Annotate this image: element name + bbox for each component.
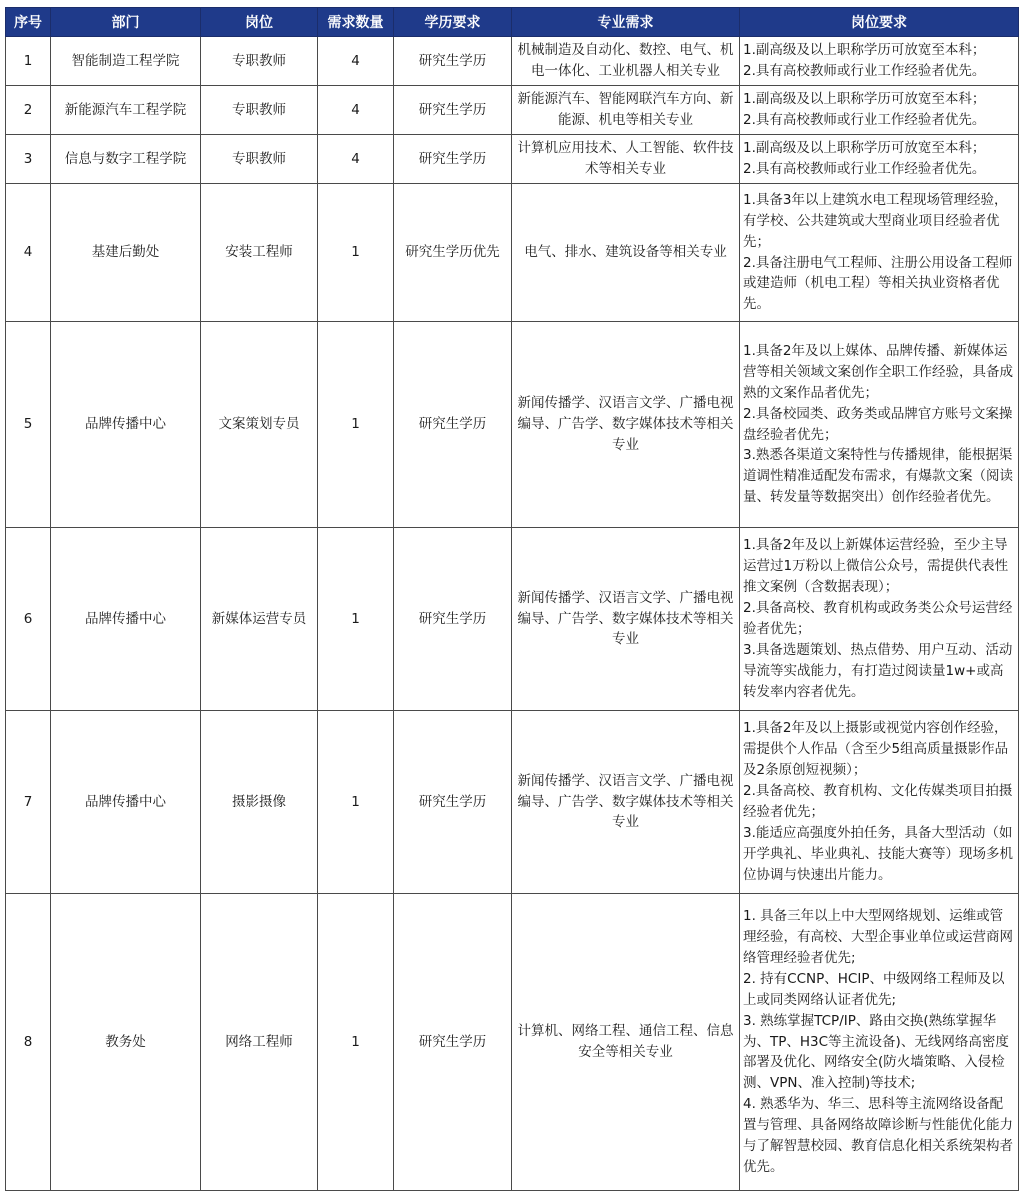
cell-count: 1 (318, 711, 394, 894)
cell-count: 4 (318, 135, 394, 184)
cell-major: 计算机应用技术、人工智能、软件技术等相关专业 (512, 135, 740, 184)
header-row (6, 8, 1019, 37)
cell-major: 新闻传播学、汉语言文学、广播电视编导、广告学、数字媒体技术等相关专业 (512, 322, 740, 528)
requirement-item: 1.具备2年及以上摄影或视觉内容创作经验，需提供个人作品（含至少5组高质量摄影作品及2条原创短视频）； (743, 720, 1009, 779)
requirement-item: 2.具备注册电气工程师、注册公用设备工程师或建造师（机电工程）等相关执业资格者优先。 (743, 254, 1013, 313)
cell-seq: 8 (6, 894, 51, 1191)
header-seq: 序号 (6, 8, 51, 37)
cell-seq: 6 (6, 528, 51, 711)
cell-position: 摄影摄像 (201, 711, 318, 894)
requirement-item: 2.具有高校教师或行业工作经验者优先。 (743, 63, 986, 79)
cell-seq: 5 (6, 322, 51, 528)
header-count: 需求数量 (318, 8, 394, 37)
cell-dept: 新能源汽车工程学院 (51, 86, 201, 135)
cell-requirements (740, 322, 1019, 528)
cell-dept: 品牌传播中心 (51, 711, 201, 894)
table-row (6, 184, 1019, 322)
cell-education: 研究生学历 (394, 322, 512, 528)
cell-major: 新能源汽车、智能网联汽车方向、新能源、机电等相关专业 (512, 86, 740, 135)
requirement-item: 2.具有高校教师或行业工作经验者优先。 (743, 161, 986, 177)
cell-education: 研究生学历 (394, 528, 512, 711)
table-row (6, 322, 1019, 528)
cell-education: 研究生学历 (394, 711, 512, 894)
cell-count: 1 (318, 184, 394, 322)
cell-count: 1 (318, 894, 394, 1191)
cell-position: 专职教师 (201, 86, 318, 135)
cell-dept: 品牌传播中心 (51, 322, 201, 528)
cell-dept: 信息与数字工程学院 (51, 135, 201, 184)
cell-dept: 智能制造工程学院 (51, 37, 201, 86)
cell-seq: 1 (6, 37, 51, 86)
header-requirements: 岗位要求 (740, 8, 1019, 37)
cell-major: 机械制造及自动化、数控、电气、机电一体化、工业机器人相关专业 (512, 37, 740, 86)
table-row (6, 37, 1019, 86)
requirement-item: 3.具备选题策划、热点借势、用户互动、活动导流等实战能力，有打造过阅读量1w+或高转发率内容者优先。 (743, 641, 1013, 700)
cell-position: 新媒体运营专员 (201, 528, 318, 711)
cell-dept: 基建后勤处 (51, 184, 201, 322)
cell-requirements (740, 184, 1019, 322)
cell-education: 研究生学历 (394, 894, 512, 1191)
header-education: 学历要求 (394, 8, 512, 37)
cell-requirements (740, 37, 1019, 86)
requirement-item: 1.具备3年以上建筑水电工程现场管理经验，有学校、公共建筑或大型商业项目经验者优先； (743, 191, 1008, 250)
header-major: 专业需求 (512, 8, 740, 37)
cell-position: 安装工程师 (201, 184, 318, 322)
cell-position: 文案策划专员 (201, 322, 318, 528)
table-row (6, 135, 1019, 184)
cell-major: 新闻传播学、汉语言文学、广播电视编导、广告学、数字媒体技术等相关专业 (512, 711, 740, 894)
cell-education: 研究生学历 (394, 86, 512, 135)
recruitment-table (5, 7, 1019, 1191)
table-row (6, 711, 1019, 894)
cell-education: 研究生学历优先 (394, 184, 512, 322)
cell-seq: 3 (6, 135, 51, 184)
cell-seq: 4 (6, 184, 51, 322)
cell-position: 专职教师 (201, 135, 318, 184)
table-row (6, 528, 1019, 711)
cell-requirements (740, 86, 1019, 135)
requirement-item: 1.副高级及以上职称学历可放宽至本科； (743, 140, 986, 157)
cell-education: 研究生学历 (394, 37, 512, 86)
requirement-item: 2.具备校园类、政务类或品牌官方账号文案操盘经验者优先； (743, 405, 1013, 443)
cell-major: 新闻传播学、汉语言文学、广播电视编导、广告学、数字媒体技术等相关专业 (512, 528, 740, 711)
cell-count: 1 (318, 322, 394, 528)
requirement-item: 3.熟悉各渠道文案特性与传播规律，能根据渠道调性精准适配发布需求，有爆款文案（阅读量、转发量等数据突出）创作经验者优先。 (743, 447, 1013, 506)
cell-dept: 品牌传播中心 (51, 528, 201, 711)
cell-position: 专职教师 (201, 37, 318, 86)
cell-seq: 2 (6, 86, 51, 135)
cell-requirements (740, 135, 1019, 184)
requirement-item: 1.具备2年及以上新媒体运营经验，至少主导运营过1万粉以上微信公众号，需提供代表性推文案例（含数据表现）； (743, 537, 1009, 596)
cell-requirements (740, 894, 1019, 1191)
cell-requirements (740, 711, 1019, 894)
cell-count: 1 (318, 528, 394, 711)
requirement-item: 3.能适应高强度外拍任务，具备大型活动（如开学典礼、毕业典礼、技能大赛等）现场多机位协调与快速出片能力。 (743, 824, 1013, 883)
cell-position: 网络工程师 (201, 894, 318, 1191)
table-row (6, 894, 1019, 1191)
cell-count: 4 (318, 86, 394, 135)
cell-seq: 7 (6, 711, 51, 894)
requirement-item: 2. 持有CCNP、HCIP、中级网络工程师及以上或同类网络认证者优先; (743, 970, 1005, 1008)
requirement-item: 2.具备高校、教育机构或政务类公众号运营经验者优先； (743, 600, 1013, 637)
requirement-item: 1.具备2年及以上媒体、品牌传播、新媒体运营等相关领域文案创作全职工作经验，具备成熟的文案作品者优先； (743, 342, 1013, 401)
requirement-item: 4. 熟悉华为、华三、思科等主流网络设备配置与管理、具备网络故障诊断与性能优化能力与了解智慧校园、教育信息化相关系统架构者优先。 (743, 1096, 1013, 1176)
requirement-item: 2.具有高校教师或行业工作经验者优先。 (743, 112, 986, 128)
requirement-item: 1. 具备三年以上中大型网络规划、运维或管理经验，有高校、大型企事业单位或运营商网络管理经验者优先; (743, 908, 1013, 966)
cell-education: 研究生学历 (394, 135, 512, 184)
requirement-item: 1.副高级及以上职称学历可放宽至本科； (743, 91, 986, 108)
header-position: 岗位 (201, 8, 318, 37)
table-row (6, 86, 1019, 135)
requirement-item: 2.具备高校、教育机构、文化传媒类项目拍摄经验者优先； (743, 783, 1013, 820)
cell-count: 4 (318, 37, 394, 86)
cell-requirements (740, 528, 1019, 711)
requirement-item: 1.副高级及以上职称学历可放宽至本科； (743, 42, 986, 59)
requirement-item: 3. 熟练掌握TCP/IP、路由交换(熟练掌握华为、TP、H3C等主流设备)、无线网络高密度部署及优化、网络安全(防火墙策略、入侵检测、VPN、准入控制)等技术; (743, 1012, 1009, 1092)
cell-major: 计算机、网络工程、通信工程、信息安全等相关专业 (512, 894, 740, 1191)
header-dept: 部门 (51, 8, 201, 37)
cell-dept: 教务处 (51, 894, 201, 1191)
table-body (6, 37, 1019, 1191)
cell-major: 电气、排水、建筑设备等相关专业 (512, 184, 740, 322)
